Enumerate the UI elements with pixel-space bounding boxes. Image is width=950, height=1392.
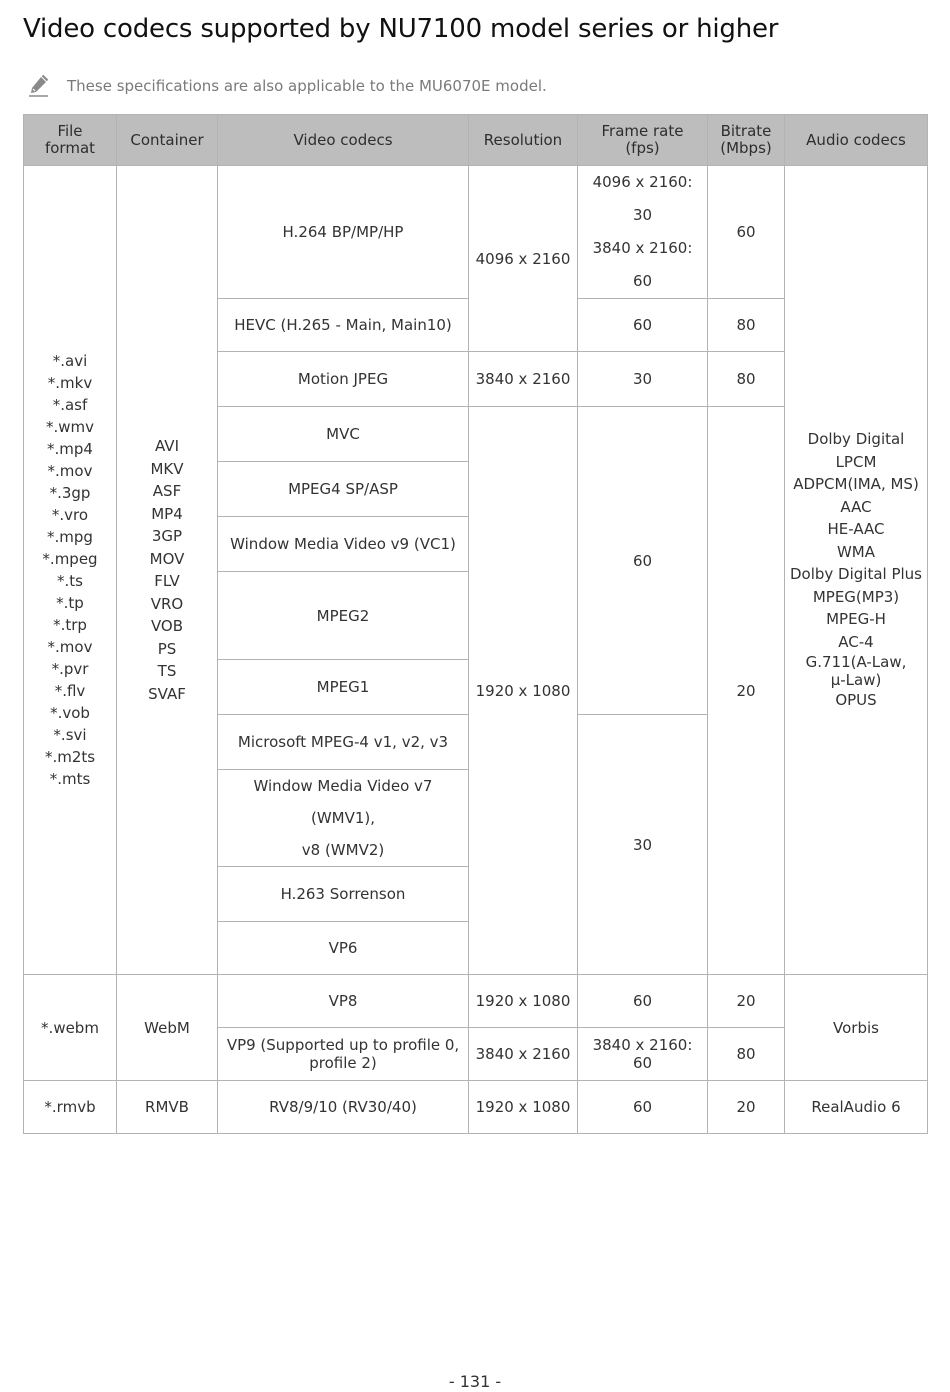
frame-rate-60-main: 60 (578, 407, 708, 715)
header-file-format: File format (24, 115, 117, 166)
webm-container: WebM (117, 975, 218, 1081)
codec-mpeg4: MPEG4 SP/ASP (218, 462, 469, 517)
rmvb-container: RMVB (117, 1081, 218, 1134)
frame-rate-vp9: 3840 x 2160: 60 (578, 1028, 708, 1081)
codec-mpeg2: MPEG2 (218, 572, 469, 660)
page-title: Video codecs supported by NU7100 model series or higher (23, 14, 779, 44)
main-file-formats: *.avi *.mkv *.asf *.wmv *.mp4 *.mov *.3gp *.vro *.mpg *.mpeg *.ts *.tp *.trp *.mov *.pvr *.flv *.vob *.svi *.m2ts *.mts (24, 166, 117, 975)
codec-mpeg1: MPEG1 (218, 660, 469, 715)
codec-vp6: VP6 (218, 922, 469, 975)
codec-rv: RV8/9/10 (RV30/40) (218, 1081, 469, 1134)
bitrate-mjpeg: 80 (708, 352, 785, 407)
header-container: Container (117, 115, 218, 166)
bitrate-hevc: 80 (708, 299, 785, 352)
page-number: - 131 - (448, 1372, 502, 1391)
codec-h264: H.264 BP/MP/HP (218, 166, 469, 299)
main-containers: AVI MKV ASF MP4 3GP MOV FLV VRO VOB PS TS SVAF (117, 166, 218, 975)
codec-vp9: VP9 (Supported up to profile 0, profile 2) (218, 1028, 469, 1081)
frame-rate-mjpeg: 30 (578, 352, 708, 407)
frame-rate-h264: 4096 x 2160: 30 3840 x 2160: 60 (578, 166, 708, 299)
resolution-1080-main: 1920 x 1080 (469, 407, 578, 975)
codec-mvc: MVC (218, 407, 469, 462)
webm-audio: Vorbis (785, 975, 928, 1081)
bitrate-vp9: 80 (708, 1028, 785, 1081)
codec-mjpeg: Motion JPEG (218, 352, 469, 407)
header-video-codecs: Video codecs (218, 115, 469, 166)
header-bitrate: Bitrate (Mbps) (708, 115, 785, 166)
header-resolution: Resolution (469, 115, 578, 166)
codec-h263: H.263 Sorrenson (218, 867, 469, 922)
bitrate-h264: 60 (708, 166, 785, 299)
rmvb-audio: RealAudio 6 (785, 1081, 928, 1134)
table-row (24, 975, 928, 1028)
resolution-vp9: 3840 x 2160 (469, 1028, 578, 1081)
rmvb-file-format: *.rmvb (24, 1081, 117, 1134)
main-audio-codecs: Dolby Digital LPCM ADPCM(IMA, MS) AAC HE-AAC WMA Dolby Digital Plus MPEG(MP3) MPEG-H AC-4 G.711(A-Law, μ-Law) OPUS (785, 166, 928, 975)
frame-rate-30-main: 30 (578, 715, 708, 975)
codec-wmv9: Window Media Video v9 (VC1) (218, 517, 469, 572)
codec-ms-mpeg4: Microsoft MPEG-4 v1, v2, v3 (218, 715, 469, 770)
codec-table (23, 114, 928, 1134)
resolution-rv: 1920 x 1080 (469, 1081, 578, 1134)
bitrate-rv: 20 (708, 1081, 785, 1134)
table-row (24, 166, 928, 299)
table-header-row (24, 115, 928, 166)
pencil-icon (28, 74, 50, 98)
bitrate-vp8: 20 (708, 975, 785, 1028)
header-frame-rate: Frame rate (fps) (578, 115, 708, 166)
frame-rate-hevc: 60 (578, 299, 708, 352)
note-text: These specifications are also applicable to the MU6070E model. (67, 77, 547, 95)
resolution-vp8: 1920 x 1080 (469, 975, 578, 1028)
header-audio-codecs: Audio codecs (785, 115, 928, 166)
codec-wmv7: Window Media Video v7 (WMV1), v8 (WMV2) (218, 770, 469, 867)
resolution-4096: 4096 x 2160 (469, 166, 578, 352)
codec-vp8: VP8 (218, 975, 469, 1028)
frame-rate-vp8: 60 (578, 975, 708, 1028)
webm-file-format: *.webm (24, 975, 117, 1081)
table-row (24, 1081, 928, 1134)
note (28, 72, 547, 100)
bitrate-20-main: 20 (708, 407, 785, 975)
resolution-mjpeg: 3840 x 2160 (469, 352, 578, 407)
frame-rate-rv: 60 (578, 1081, 708, 1134)
codec-hevc: HEVC (H.265 - Main, Main10) (218, 299, 469, 352)
